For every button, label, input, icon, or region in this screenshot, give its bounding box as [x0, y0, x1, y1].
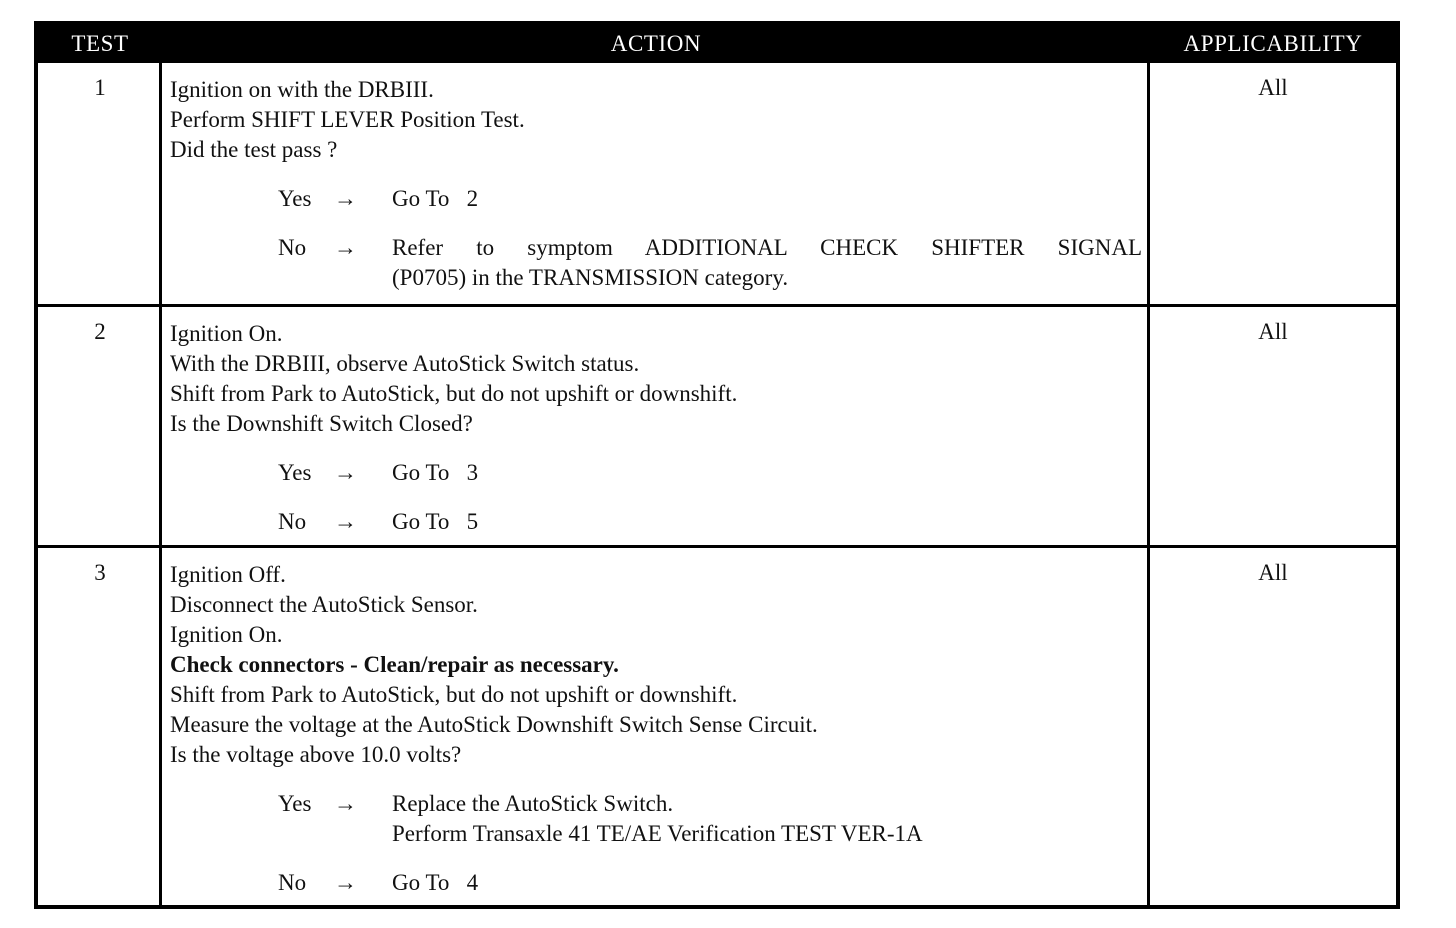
arrow-icon: →	[334, 870, 357, 895]
branch-no	[170, 868, 1142, 898]
test-number: 2	[94, 319, 106, 344]
action-step: Disconnect the AutoStick Sensor.	[170, 592, 478, 617]
arrow-icon: →	[334, 509, 357, 534]
arrow-icon: →	[334, 460, 357, 485]
arrow-icon: →	[334, 235, 357, 260]
answer-label: Yes	[278, 186, 312, 211]
answer-label: No	[278, 509, 307, 534]
action-cell	[170, 560, 1142, 898]
table-header	[38, 25, 1396, 63]
branch-result	[392, 868, 1142, 898]
answer-label: No	[278, 870, 307, 895]
result-line: Perform Transaxle 41 TE/AE Verification TEST VER-1A	[392, 821, 923, 846]
branch-no	[170, 233, 1142, 293]
applicability-cell: All	[1258, 319, 1288, 344]
action-step: Measure the voltage at the AutoStick Downshift Switch Sense Circuit.	[170, 712, 818, 737]
branch-result	[392, 789, 1142, 849]
result-line: Go To 2	[392, 186, 479, 211]
action-step: Shift from Park to AutoStick, but do not upshift or downshift.	[170, 381, 738, 406]
result-line: Refer to symptom ADDITIONAL CHECK SHIFTER SIGNAL	[392, 235, 1142, 260]
action-step: Ignition Off.	[170, 562, 286, 587]
branch-result	[392, 233, 1142, 293]
table-row-test-2	[38, 307, 1396, 545]
answer-label: Yes	[278, 791, 312, 816]
action-step: Perform SHIFT LEVER Position Test.	[170, 107, 525, 132]
branch-yes	[170, 184, 1142, 214]
answer-label: Yes	[278, 460, 312, 485]
header-action: ACTION	[610, 31, 702, 56]
test-number: 1	[94, 75, 106, 100]
result-line: (P0705) in the TRANSMISSION category.	[392, 265, 789, 290]
action-step: Ignition On.	[170, 622, 283, 647]
result-line: Go To 3	[392, 460, 479, 485]
action-cell	[170, 319, 1142, 537]
result-line: Go To 5	[392, 509, 479, 534]
action-step: Is the voltage above 10.0 volts?	[170, 742, 462, 767]
arrow-icon: →	[334, 186, 357, 211]
branch-yes	[170, 789, 1142, 849]
test-number: 3	[94, 560, 106, 585]
branch-yes	[170, 458, 1142, 488]
diagnostic-table	[34, 21, 1400, 909]
arrow-icon: →	[334, 791, 357, 816]
action-step: Is the Downshift Switch Closed?	[170, 411, 473, 436]
action-cell	[170, 75, 1142, 293]
action-step: Ignition On.	[170, 321, 283, 346]
branch-result	[392, 507, 1142, 537]
action-step: Ignition on with the DRBIII.	[170, 77, 434, 102]
applicability-cell: All	[1258, 560, 1288, 585]
branch-result	[392, 458, 1142, 488]
result-line: Go To 4	[392, 870, 479, 895]
answer-label: No	[278, 235, 307, 260]
table-row-test-3	[38, 548, 1396, 909]
header-test: TEST	[71, 31, 129, 56]
table-row-test-1	[38, 63, 1396, 304]
action-step: Shift from Park to AutoStick, but do not upshift or downshift.	[170, 682, 738, 707]
applicability-cell: All	[1258, 75, 1288, 100]
action-step: With the DRBIII, observe AutoStick Switch status.	[170, 351, 640, 376]
header-applicability: APPLICABILITY	[1183, 31, 1363, 56]
branch-no	[170, 507, 1142, 537]
action-step: Did the test pass ?	[170, 137, 338, 162]
result-line: Replace the AutoStick Switch.	[392, 791, 674, 816]
branch-result	[392, 184, 1142, 214]
action-step-emphasis: Check connectors - Clean/repair as necessary.	[170, 652, 619, 677]
